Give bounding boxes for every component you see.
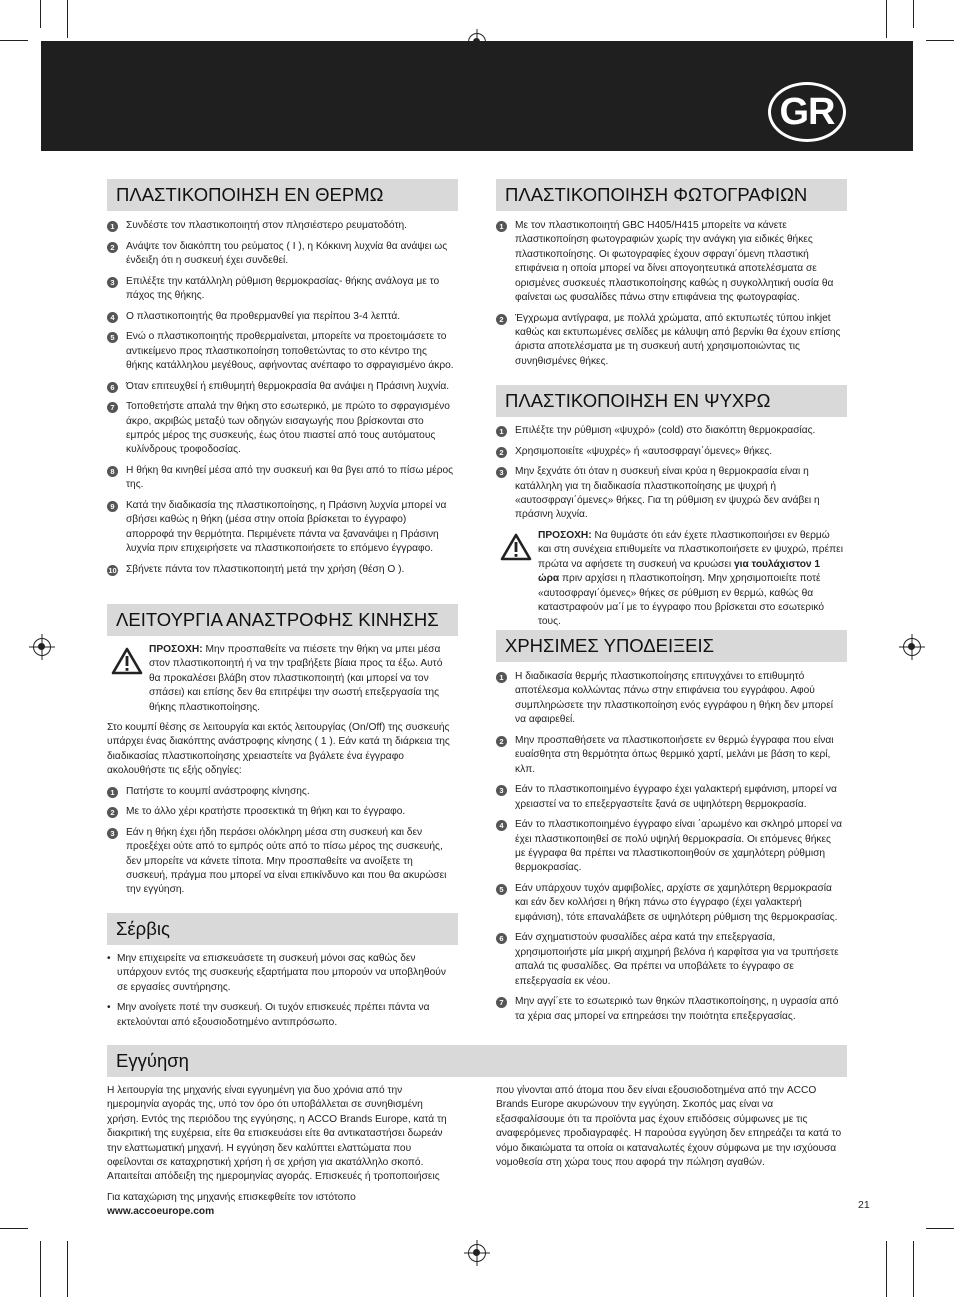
list-item: 3 Εάν η θήκη έχει ήδη περάσει ολόκληρη μέσα στη συσκευή και δεν προεξέχει ούτε από το εμπρός ούτε από το πίσω μέρος της συσκευής, δεν μπορείτε να κάνετε τίποτα. Μην προσπαθείτε να ανοίξετε τη συσκευή, πράγμα που μπορεί να είναι επικίνδυνο και που θα ακυρώσει την εγγύηση.: [107, 826, 455, 898]
heading-photo-lamination: ΠΛΑΣΤΙΚΟΠΟΙΗΣΗ ΦΩΤΟΓΡΑΦΙΩΝ: [496, 179, 847, 211]
reverse-function-content: [107, 643, 455, 904]
list-item: 1 Συνδέστε τον πλαστικοποιητή στον πλησιέστερο ρευματοδότη.: [107, 219, 455, 233]
list-item: 8 Η θήκη θα κινηθεί μέσα από την συσκευή και θα βγει από το πίσω μέρος της.: [107, 464, 455, 493]
crop-mark: [913, 1241, 914, 1297]
list-item: 2 Χρησιμοποιείτε «ψυχρές» ή «αυτοσφραγι΄όμενες» θήκες.: [496, 445, 844, 459]
warranty-right-text: που γίνονται από άτομα που δεν είναι εξουσιοδοτημένα από την ACCO Brands Europe ακυρώνουν την εγγύηση. Σκοπός μας είναι να εξασφαλίσουμε ότι τα προϊόντα μας έχουν επιδόσεις σύμφωνες με τις αναφερόμενες προδιαγραφές. Η παρούσα εγγύηση δεν επηρεάζει τα κατά το νόμο δικαιώματα τα οποία οι καταναλωτές έχουν σύμφωνα με την ισχύουσα νομοθεσία στη χώρα τους που αφορά την πώληση αγαθών.: [496, 1085, 842, 1169]
warranty-register-text: Για καταχώριση της μηχανής επισκεφθείτε τον ιστότοπο www.accoeurope.com: [107, 1191, 356, 1218]
number-badge: 4: [496, 820, 507, 831]
number-badge: 9: [107, 501, 118, 512]
number-badge: 3: [496, 467, 507, 478]
list-item: 2 Έγχρωμα αντίγραφα, με πολλά χρώματα, από εκτυπωτές τύπου inkjet καθώς και εκτυπωμένες σελίδες με κάλυψη από βερνίκι θα έχουν επίσης άριστα αποτελέσματα με τη συσκευή αυτή χρησιμοποιώντας τις συνηθισμένες θήκες.: [496, 312, 844, 370]
crop-mark: [926, 1228, 954, 1229]
hot-lamination-list: [107, 219, 455, 583]
number-badge: 6: [496, 933, 507, 944]
list-item: 2 Μην προσπαθήσετε να πλαστικοποιήσετε εν θερμώ έγγραφα που είναι ευαίσθητα στη θερμότητα όπως θερμικό χαρτί, μελάνι με βάση το κερί, κλπ.: [496, 734, 844, 777]
website-link[interactable]: www.accoeurope.com: [107, 1206, 215, 1218]
crop-mark: [926, 40, 954, 41]
heading-hot-lamination: ΠΛΑΣΤΙΚΟΠΟΙΗΣΗ ΕΝ ΘΕΡΜΩ: [107, 179, 458, 211]
cold-lamination-list: [496, 424, 844, 636]
list-item: 1 Η διαδικασία θερμής πλαστικοποίησης επιτυγχάνει το επιθυμητό αποτέλεσμα κολλώντας πάνω στην επιφάνεια του εγγράφου. Αφού συμπληρώσετε την πλαστικοποίηση ενός εγγράφου η θήκη δεν μπορεί να αφαιρεθεί.: [496, 670, 844, 728]
photo-lamination-list: [496, 219, 844, 375]
registration-mark-icon: [33, 638, 51, 656]
heading-service: Σέρβις: [107, 913, 458, 945]
list-item: • Μην επιχειρείτε να επισκευάσετε τη συσκευή μόνοι σας καθώς δεν υπάρχουν εντός της συσκευής εξαρτήματα που μπορούν να υποβληθούν σε εργασίες συντήρησης.: [107, 953, 446, 993]
list-item: 4 Ο πλαστικοποιητής θα προθερμανθεί για περίπου 3-4 λεπτά.: [107, 310, 455, 324]
number-badge: 2: [107, 242, 118, 253]
crop-mark: [67, 1241, 68, 1297]
service-list: [107, 952, 455, 1036]
list-item: 4 Εάν το πλαστικοποιημένο έγγραφο είναι ΄αρωμένο και σκληρό μπορεί να έχει πλαστικοποιηθεί σε πολύ υψηλή θερμοκρασία. Οι επόμενες θήκες με έγγραφα θα πρέπει να πλαστικοποιηθούν σε χαμηλότερη ρύθμιση θερμοκρασίας.: [496, 818, 844, 876]
crop-mark: [0, 1228, 28, 1229]
heading-useful-tips: ΧΡΗΣΙΜΕΣ ΥΠΟΔΕΙΞΕΙΣ: [496, 630, 847, 662]
number-badge: 2: [496, 447, 507, 458]
number-badge: 5: [496, 884, 507, 895]
list-item: 7 Τοποθετήστε απαλά την θήκη στο εσωτερικό, με πρώτο το σφραγισμένο άκρο, ακριβώς μεταξύ των οδηγών εισαγωγής που βρίσκονται στο εμπρός μέρος της συσκευής, έως ότου πιαστεί από τους αυτόματους κυλίνδρους τροφοδοσίας.: [107, 400, 455, 458]
list-item: 7 Μην αγγί΄ετε το εσωτερικό των θηκών πλαστικοποίησης, η υγρασία από τα χέρια σας μπορεί να επηρεάσει την ποιότητα επεξεργασίας.: [496, 995, 844, 1024]
number-badge: 5: [107, 332, 118, 343]
number-badge: 1: [107, 221, 118, 232]
language-badge: GR: [768, 82, 846, 142]
list-item: 2 Ανάψτε τον διακόπτη του ρεύματος ( I ), η Κόκκινη λυχνία θα ανάψει ως ένδειξη ότι η συσκευή έχει συνδεθεί.: [107, 240, 455, 269]
heading-reverse-function: ΛΕΙΤΟΥΡΓΙΑ ΑΝΑΣΤΡΟΦΗΣ ΚΙΝΗΣΗΣ: [107, 604, 458, 636]
heading-warranty: Εγγύηση: [107, 1045, 847, 1077]
crop-mark: [913, 0, 914, 28]
warning-triangle-icon: [111, 647, 143, 675]
useful-tips-list: [496, 670, 844, 1030]
number-badge: 4: [107, 312, 118, 323]
registration-mark-icon: [468, 1244, 486, 1262]
list-item: 3 Επιλέξτε την κατάλληλη ρύθμιση θερμοκρασίας- θήκης ανάλογα με το πάχος της θήκης.: [107, 275, 455, 304]
number-badge: 6: [107, 382, 118, 393]
number-badge: 2: [496, 736, 507, 747]
list-item: 1 Επιλέξτε την ρύθμιση «ψυχρό» (cold) στο διακόπτη θερμοκρασίας.: [496, 424, 844, 438]
list-item: 6 Εάν σχηματιστούν φυσαλίδες αέρα κατά την επεξεργασία, χρησιμοποιήστε μία μικρή αιχμηρή βελόνα ή καρφίτσα για να τρυπήσετε απαλά τις φυσαλίδες. Θα πρέπει να υποβάλετε το έγγραφο σε επεξεργασία εκ νέου.: [496, 931, 844, 989]
crop-mark: [886, 1241, 887, 1297]
warning-block: ΠΡΟΣΟΧΗ: Να θυμάστε ότι εάν έχετε πλαστικοποιήσει εν θερμώ και στη συνέχεια επιθυμείτε να πλαστικοποιήσετε εν ψυχρώ, πρέπει πρώτα να αφήσετε τη συσκευή να κρυώσει για τουλάχιστον 1 ώρα πριν αρχίσει η πλαστικοποίηση. Μην χρησιμοποιείτε ποτέ «αυτοσφραγι΄όμενες» θήκες σε ρύθμιση εν θερμώ, καθώς θα καταστραφούν μα΄ί με το έγγραφο που βρίσκεται στο εσωτερικό τους.: [496, 529, 844, 630]
warning-triangle-icon: [500, 533, 532, 561]
crop-mark: [886, 0, 887, 38]
heading-cold-lamination: ΠΛΑΣΤΙΚΟΠΟΙΗΣΗ ΕΝ ΨΥΧΡΩ: [496, 385, 847, 417]
crop-mark: [40, 0, 41, 28]
number-badge: 3: [496, 785, 507, 796]
list-item: 10 Σβήνετε πάντα τον πλαστικοποιητή μετά την χρήση (θέση O ).: [108, 563, 405, 575]
number-badge: 1: [496, 672, 507, 683]
number-badge: 7: [107, 402, 118, 413]
warning-block: ΠΡΟΣΟΧΗ: Μην προσπαθείτε να πιέσετε την θήκη να μπει μέσα στον πλαστικοποιητή ή να την τραβήξετε βίαια προς τα έξω. Αυτό θα προκαλέσει βλάβη στον πλαστικοποιητή (και μπορεί να τον σπάσει) και επίσης δεν θα επιτρέψει την σωστή επεξεργασία της θήκης πλαστικοποίησης.: [107, 643, 455, 715]
reverse-intro: Στο κουμπί θέσης σε λειτουργία και εκτός λειτουργίας (On/Off) της συσκευής υπάρχει ένας διακόπτης ανάστροφης κίνησης ( 1 ). Εάν κατά τη διάρκεια της διαδικασίας πλαστικοποίησης χρειαστείτε να βγάλετε ένα έγγραφο ακολουθήστε τις εξής οδηγίες:: [107, 722, 450, 777]
crop-mark: [67, 0, 68, 38]
registration-mark-icon: [903, 638, 921, 656]
number-badge: 10: [108, 565, 117, 575]
warranty-left-text: Η λειτουργία της μηχανής είναι εγγυημένη για δυο χρόνια από την ημερομηνία αγοράς της, υπό τον όρο ότι υποβάλλεται σε συνηθισμένη χρήση. Εντός της περιόδου της εγγύησης, η ACCO Brands Europe, κατά τη διακριτική της ευχέρεια, είτε θα επισκευάσει είτε θα αντικαταστήσει δωρεάν την ελαττωματική μηχανή. Η εγγύηση δεν καλύπτει ελαττώματα που οφείλονται σε καταχρηστική χρήση ή σε χρήση για ακατάλληλο σκοπό. Απαιτείται απόδειξη της ημερομηνίας αγοράς. Επισκευές ή τροποποιήσεις Για καταχώριση της μηχανής επισκεφθείτε τον ιστότοπο www.accoeurope.com: [107, 1084, 457, 1226]
page-number: 21: [858, 1199, 870, 1211]
number-badge: 1: [496, 221, 507, 232]
number-badge: 3: [107, 277, 118, 288]
number-badge: 3: [107, 828, 118, 839]
number-badge: 2: [107, 807, 118, 818]
number-badge: 1: [107, 787, 118, 798]
number-badge: 2: [496, 314, 507, 325]
number-badge: 7: [496, 997, 507, 1008]
list-item: 2 Με το άλλο χέρι κρατήστε προσεκτικά τη θήκη και το έγγραφο.: [107, 805, 455, 819]
crop-mark: [0, 40, 28, 41]
number-badge: 8: [107, 466, 118, 477]
list-item: 3 Μην ξεχνάτε ότι όταν η συσκευή είναι κρύα η θερμοκρασία είναι η κατάλληλη για τη διαδικασία πλαστικοποίησης με ψυχρή ή «αυτοσφραγι΄όμενες» θήκες. Για τη ρύθμιση εν ψυχρώ δεν ανάβει η πράσινη λυχνία.: [496, 465, 844, 523]
list-item: 9 Κατά την διαδικασία της πλαστικοποίησης, η Πράσινη λυχνία μπορεί να σβήσει καθώς η θήκη (μέσα στην οποία βρίσκεται το έγγραφο) απορροφά την θερμότητα. Περιμένετε πάντα να ξανανάψει η Πράσινη λυχνία πριν επιχειρήσετε να πλαστικοποιήσετε το επόμενο έγγραφο.: [107, 499, 455, 557]
list-item: 5 Εάν υπάρχουν τυχόν αμφιβολίες, αρχίστε σε χαμηλότερη θερμοκρασία και εάν δεν κολλήσει η θήκη πάνω στο έγγραφο (έχει γαλακτερή εμφάνιση), τότε επαναλάβετε σε υψηλότερη ρύθμιση της θερμοκρασίας.: [496, 882, 844, 925]
number-badge: 1: [496, 426, 507, 437]
list-item: • Μην ανοίγετε ποτέ την συσκευή. Οι τυχόν επισκευές πρέπει πάντα να εκτελούνται από εξουσιοδοτημένο αντιπρόσωπο.: [107, 1002, 430, 1028]
list-item: 5 Ενώ ο πλαστικοποιητής προθερμαίνεται, μπορείτε να προετοιμάσετε το αντικείμενο προς πλαστικοποίηση τοποθετώντας το στο κέντρο της θήκης κατάλληλου μεγέθους, αφήνοντας ανέπαφο το σφραγισμένο άκρο.: [107, 330, 455, 373]
list-item: 6 Όταν επιτευχθεί ή επιθυμητή θερμοκρασία θα ανάψει η Πράσινη λυχνία.: [107, 380, 455, 394]
list-item: 1 Με τον πλαστικοποιητή GBC H405/H415 μπορείτε να κάνετε πλαστικοποίηση φωτογραφιών χωρίς την ανάγκη για ειδικές θήκες πλαστικοποίησης. Οι φωτογραφίες έχουν σφραγι΄όμενη πλαστική επιφάνεια η οποία μπορεί να δίνει απογοητευτικά αποτελέσματα σε ορισμένες συσκευές πλαστικοποίησης καθώς η συγκολλητική ουσία θα φαίνεται ως φυσαλίδες πάνω στην επιφάνεια της φωτογραφίας.: [496, 219, 844, 305]
crop-mark: [40, 1241, 41, 1297]
list-item: 1 Πατήστε το κουμπί ανάστροφης κίνησης.: [107, 785, 455, 799]
list-item: 3 Εάν το πλαστικοποιημένο έγγραφο έχει γαλακτερή εμφάνιση, μπορεί να χρειαστεί να το επεξεργαστείτε ξανά σε υψηλότερη θερμοκρασία.: [496, 783, 844, 812]
